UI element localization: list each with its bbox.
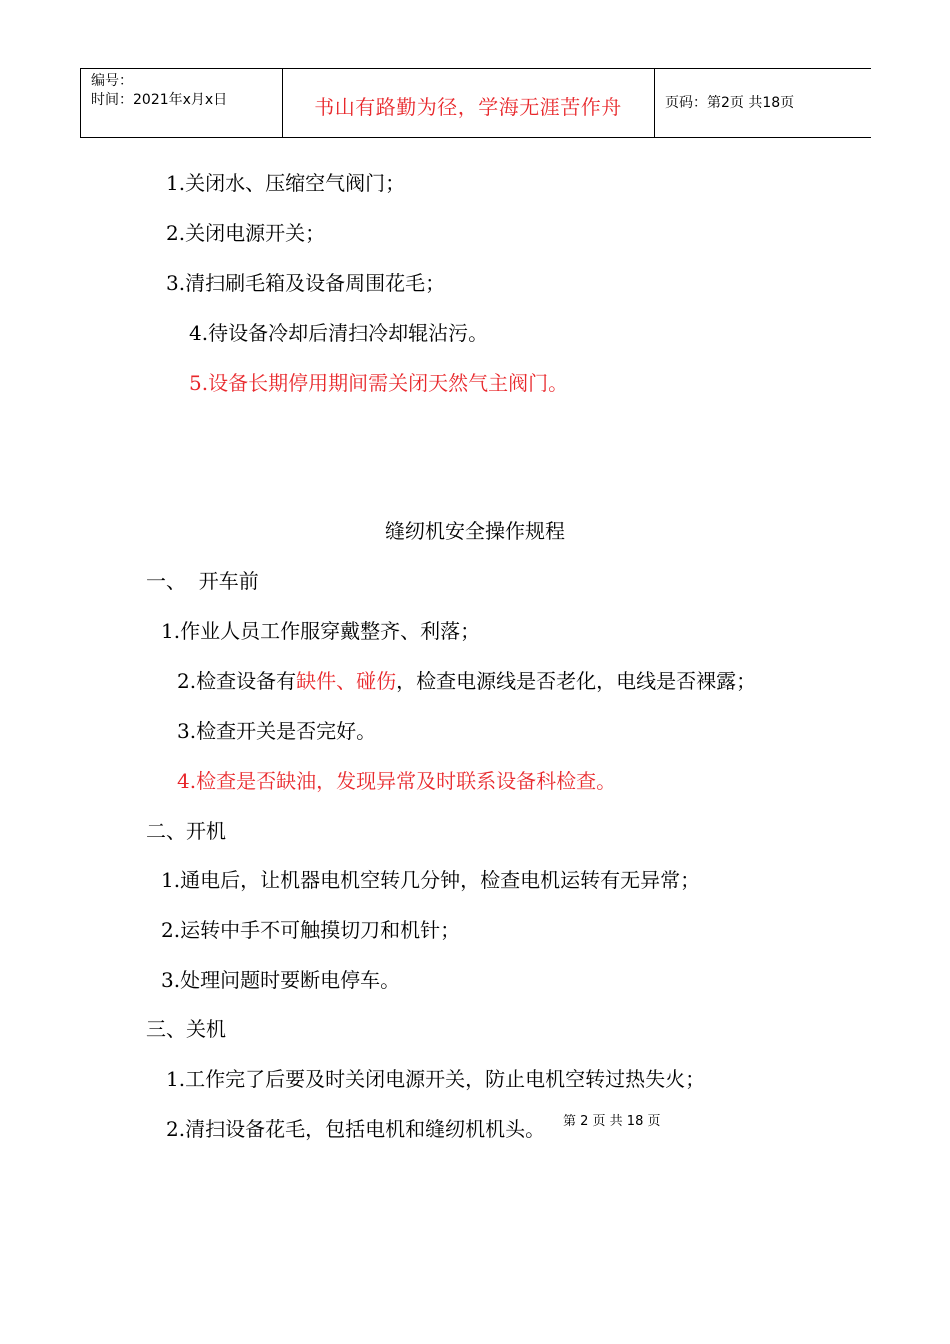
item-text: 检查设备有 bbox=[196, 669, 297, 693]
item-text: 检查开关是否完好。 bbox=[196, 719, 377, 743]
item-number: 1. bbox=[166, 1067, 186, 1091]
list-item bbox=[166, 1116, 545, 1142]
list-item bbox=[161, 618, 480, 644]
item-text-highlight: 缺件、碰伤 bbox=[296, 669, 397, 693]
item-text: 检查是否缺油，发现异常及时联系设备科检查。 bbox=[196, 769, 617, 793]
section-heading-text: 三、关机 bbox=[146, 1017, 226, 1041]
item-text: 设备长期停用期间需关闭天然气主阀门。 bbox=[208, 371, 569, 395]
item-number: 2. bbox=[166, 1117, 186, 1141]
item-number: 2. bbox=[166, 221, 186, 245]
section-heading bbox=[146, 568, 259, 594]
list-item bbox=[161, 917, 460, 943]
item-text: 清扫设备花毛，包括电机和缝纫机机头。 bbox=[185, 1117, 546, 1141]
item-text: 作业人员工作服穿戴整齐、利落； bbox=[180, 619, 481, 643]
item-number: 5. bbox=[189, 371, 209, 395]
item-number: 1. bbox=[161, 868, 181, 892]
header-motto-cell bbox=[282, 69, 655, 137]
item-number: 1. bbox=[166, 171, 186, 195]
header-page-cell bbox=[655, 69, 871, 137]
list-item bbox=[189, 320, 488, 346]
section-heading-text: 二、开机 bbox=[146, 819, 226, 843]
item-text: ，检查电源线是否老化，电线是否裸露； bbox=[396, 669, 757, 693]
item-text: 处理问题时要断电停车。 bbox=[180, 968, 401, 992]
list-item bbox=[161, 867, 700, 893]
list-item bbox=[166, 270, 445, 296]
item-number: 4. bbox=[177, 769, 197, 793]
header-page-label: 页码：第2页 共18页 bbox=[665, 95, 795, 111]
section-heading bbox=[146, 818, 226, 844]
item-number: 1. bbox=[161, 619, 181, 643]
doc-title: 缝纫机安全操作规程 bbox=[385, 519, 565, 543]
item-text: 清扫刷毛箱及设备周围花毛； bbox=[185, 271, 446, 295]
header-motto: 书山有路勤为径，学海无涯苦作舟 bbox=[314, 95, 622, 119]
time-label: 时间：2021年x月x日 bbox=[91, 92, 228, 108]
header-meta-cell bbox=[81, 69, 283, 137]
item-number: 3. bbox=[166, 271, 186, 295]
item-text: 关闭电源开关； bbox=[185, 221, 326, 245]
item-number: 2. bbox=[177, 669, 197, 693]
list-item bbox=[177, 718, 376, 744]
list-item-warning bbox=[177, 768, 616, 794]
list-item-warning bbox=[189, 370, 568, 396]
list-item bbox=[166, 220, 325, 246]
section-heading-text: 一、 开车前 bbox=[146, 569, 259, 593]
list-item bbox=[166, 1066, 705, 1092]
item-text: 关闭水、压缩空气阀门； bbox=[185, 171, 406, 195]
page-header bbox=[80, 68, 871, 138]
item-text: 通电后，让机器电机空转几分钟，检查电机运转有无异常； bbox=[180, 868, 701, 892]
item-number: 4. bbox=[189, 321, 209, 345]
list-item bbox=[177, 668, 756, 694]
item-text: 运转中手不可触摸切刀和机针； bbox=[180, 918, 461, 942]
section-heading bbox=[146, 1016, 226, 1042]
page-footer: 第 2 页 共 18 页 bbox=[563, 1114, 661, 1129]
list-item bbox=[161, 967, 400, 993]
item-text: 待设备冷却后清扫冷却辊沾污。 bbox=[208, 321, 489, 345]
list-item bbox=[166, 170, 405, 196]
item-number: 2. bbox=[161, 918, 181, 942]
item-number: 3. bbox=[161, 968, 181, 992]
item-number: 3. bbox=[177, 719, 197, 743]
item-text: 工作完了后要及时关闭电源开关，防止电机空转过热失火； bbox=[185, 1067, 706, 1091]
serial-label: 编号： bbox=[91, 73, 133, 89]
